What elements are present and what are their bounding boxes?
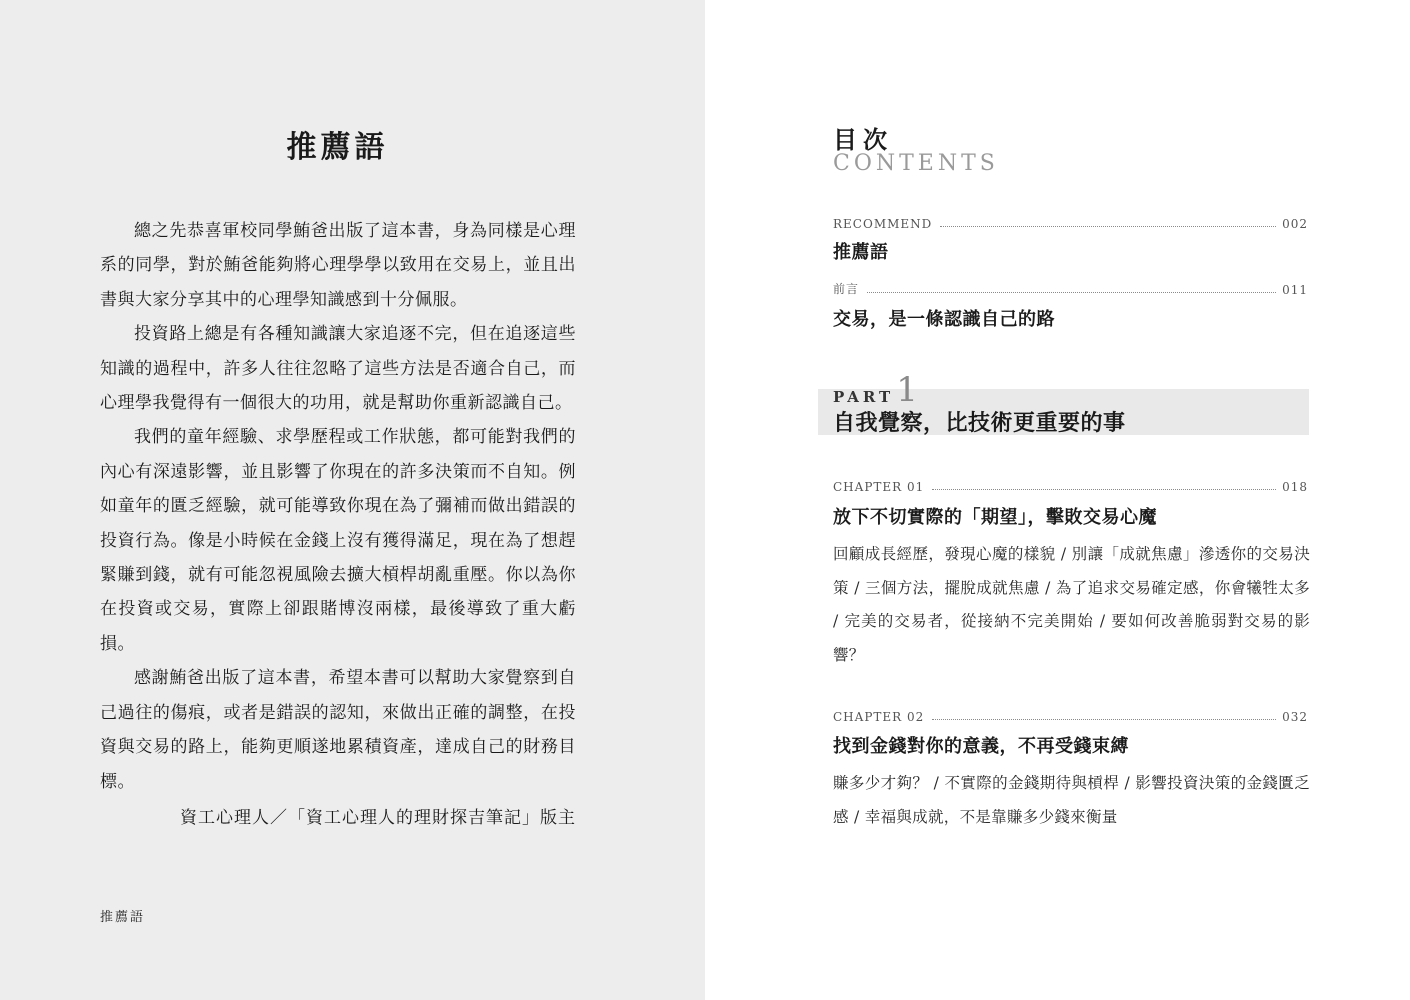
- toc-entry-label: CHAPTER 01: [833, 480, 925, 494]
- part-label-text: PART: [833, 388, 895, 406]
- toc-title-chapter-02[interactable]: 找到金錢對你的意義，不再受錢束縛: [833, 736, 1129, 757]
- toc-entry-recommend[interactable]: [833, 213, 1308, 231]
- recommendation-paragraph-2: 投資路上總是有各種知識讓大家追逐不完，但在追逐這些知識的過程中，許多人往往忽略了這些方法是否適合自己，而心理學我覺得有一個很大的功用，就是幫助你重新認識自己。: [100, 324, 576, 414]
- recommendation-paragraph-3: 我們的童年經驗、求學歷程或工作狀態，都可能對我們的內心有深遠影響，並且影響了你現在的許多決策而不自知。例如童年的匱乏經驗，就可能導致你現在為了彌補而做出錯誤的投資行為。像是小時候在金錢上沒有獲得滿足，現在為了想趕緊賺到錢，就有可能忽視風險去擴大槓桿胡亂重壓。你以為你在投資或交易，實際上卻跟賭博沒兩樣，最後導致了重大虧損。: [100, 427, 576, 654]
- toc-heading-chinese: 目次: [833, 125, 893, 154]
- toc-heading-english: CONTENTS: [833, 151, 999, 176]
- recommendation-paragraph-1: 總之先恭喜軍校同學鮪爸出版了這本書，身為同樣是心理系的同學，對於鮪爸能夠將心理學學以致用在交易上，並且出書與大家分享其中的心理學知識感到十分佩服。: [100, 221, 576, 310]
- toc-entry-chapter-02[interactable]: [833, 706, 1308, 724]
- recommendation-body: [100, 214, 576, 799]
- recommendation-title: 推薦語: [286, 130, 389, 165]
- toc-page-number: 002: [1282, 217, 1308, 231]
- toc-entry-label: RECOMMEND: [833, 217, 933, 231]
- recommendation-signature: 資工心理人／「資工心理人的理財探吉筆記」版主: [180, 808, 576, 828]
- leader-dots: [867, 291, 1276, 293]
- toc-entry-chapter-01[interactable]: [833, 476, 1308, 494]
- leader-dots: [932, 488, 1276, 490]
- right-page-table-of-contents: [705, 0, 1410, 1000]
- part-number: 1: [896, 370, 918, 410]
- toc-entry-preface[interactable]: [833, 279, 1308, 297]
- toc-desc-chapter-01: 回顧成長經歷，發現心魔的樣貌 / 別讓「成就焦慮」滲透你的交易決策 / 三個方法，擺脫成就焦慮 / 為了追求交易確定感，你會犧牲太多 / 完美的交易者，從接納不完美開始 / 要如何改善脆弱對交易的影響？: [833, 545, 1310, 664]
- part-title[interactable]: 自我覺察，比技術更重要的事: [833, 410, 1126, 436]
- page-footer-running-head: 推薦語: [100, 910, 146, 925]
- leader-dots: [940, 225, 1276, 227]
- toc-title-preface[interactable]: 交易，是一條認識自己的路: [833, 309, 1055, 330]
- toc-desc-chapter-02: 賺多少才夠？ / 不實際的金錢期待與槓桿 / 影響投資決策的金錢匱乏感 / 幸福與成就，不是靠賺多少錢來衡量: [833, 774, 1310, 826]
- toc-page-number: 011: [1282, 283, 1308, 297]
- toc-title-recommend[interactable]: 推薦語: [833, 242, 889, 263]
- toc-entry-label: 前言: [833, 282, 860, 296]
- leader-dots: [932, 718, 1276, 720]
- toc-title-chapter-01[interactable]: 放下不切實際的「期望」，擊敗交易心魔: [833, 507, 1157, 528]
- toc-entry-label: CHAPTER 02: [833, 710, 925, 724]
- toc-page-number: 018: [1282, 480, 1308, 494]
- toc-page-number: 032: [1282, 710, 1308, 724]
- recommendation-paragraph-4: 感謝鮪爸出版了這本書，希望本書可以幫助大家覺察到自己過往的傷痕，或者是錯誤的認知，來做出正確的調整，在投資與交易的路上，能夠更順遂地累積資產，達成自己的財務目標。: [100, 668, 576, 792]
- part-label: [833, 370, 918, 410]
